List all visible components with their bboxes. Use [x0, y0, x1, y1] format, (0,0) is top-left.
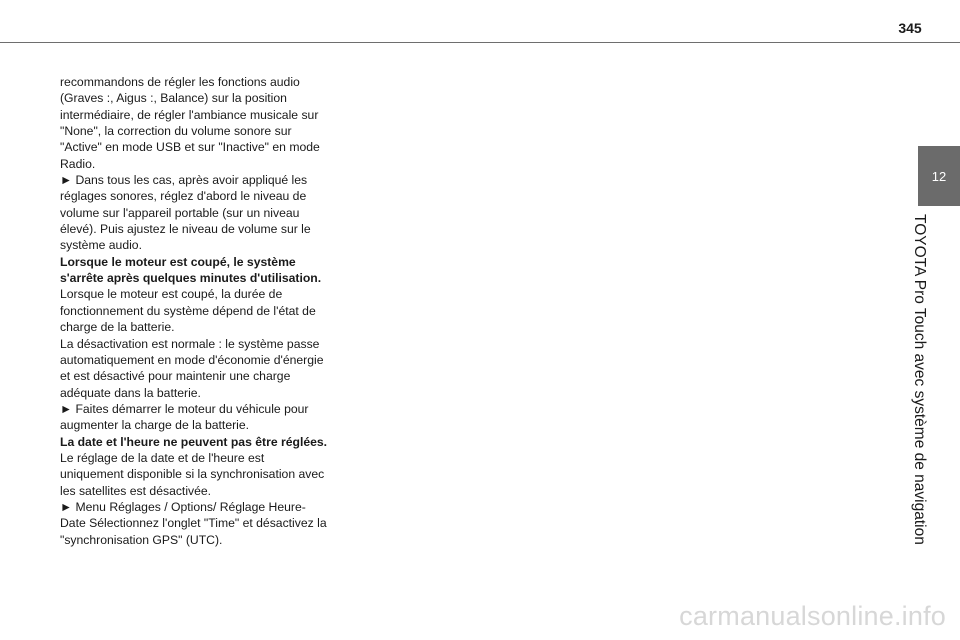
paragraph: recommandons de régler les fonctions audio (Graves :, Aigus :, Balance) sur la position intermédiaire, de régler l'ambiance musicale sur "None", la correction du volume sonore sur "Active" en mode USB et sur "Inactive" en mode Radio.	[60, 75, 320, 171]
chapter-number-tab: 12	[918, 146, 960, 206]
paragraph: ► Faites démarrer le moteur du véhicule pour augmenter la charge de la batterie.	[60, 401, 309, 433]
paragraph: La désactivation est normale : le système passe automatiquement en mode d'économie d'énergie et est désactivé pour maintenir une charge adéquate dans la batterie.	[60, 336, 324, 400]
paragraph: ► Menu Réglages / Options/ Réglage Heure-Date Sélectionnez l'onglet "Time" et désactivez la "synchronisation GPS" (UTC).	[60, 499, 327, 547]
paragraph: ► Dans tous les cas, après avoir appliqué les réglages sonores, réglez d'abord le niveau de volume sur l'appareil portable (sur un niveau élevé). Puis ajustez le niveau de volume sur le système audio.	[60, 173, 311, 253]
page-number: 345	[898, 20, 922, 36]
paragraph: Lorsque le moteur est coupé, la durée de fonctionnement du système dépend de l'état de charge de la batterie.	[60, 287, 316, 335]
section-heading: Lorsque le moteur est coupé, le système s'arrête après quelques minutes d'utilisation.	[60, 254, 322, 286]
chapter-title: TOYOTA Pro Touch avec système de navigation	[911, 214, 928, 545]
watermark: carmanualsonline.info	[679, 601, 946, 631]
header-divider	[0, 42, 960, 43]
body-text	[60, 74, 328, 548]
paragraph: Le réglage de la date et de l'heure est uniquement disponible si la synchronisation avec les satellites est désactivée.	[60, 450, 325, 498]
section-heading: La date et l'heure ne peuvent pas être réglées.	[60, 434, 328, 449]
